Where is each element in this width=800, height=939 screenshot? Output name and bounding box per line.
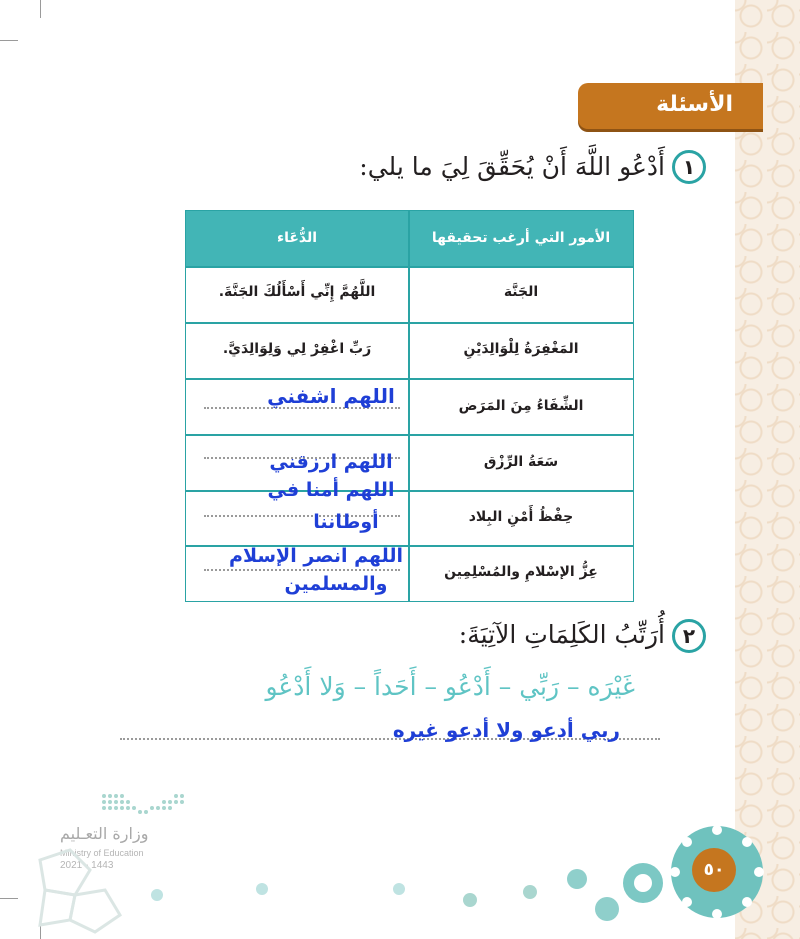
table-row-dua: رَبِّ اغْفِرْ لِي وَلِوَالِدَيَّ.	[222, 341, 372, 357]
handwritten-dua-line-2: أوطاننا	[313, 511, 379, 533]
header-dua: الدُّعَاء	[276, 230, 318, 246]
answer-line	[204, 569, 400, 571]
question-number-2: ٢	[672, 619, 706, 653]
table-row-thing: عِزُّ الإسْلامِ والمُسْلِمِين	[444, 564, 598, 580]
edition-year: 2021 - 1443	[60, 860, 114, 871]
table-row-thing: الشِّفَاءُ مِنَ المَرَض	[458, 398, 584, 414]
handwritten-dua-line-1: اللهم انصر الإسلام	[229, 545, 403, 567]
header-wishes: الأمور التي أرغب تحقيقها	[431, 230, 611, 246]
row-divider	[186, 378, 633, 380]
ministry-logo-dots	[96, 788, 192, 822]
page-number: ٥٠	[692, 848, 736, 892]
rosette-ornament	[255, 882, 269, 896]
table-row-thing: المَغْفِرَةُ لِلْوَالِدَيْنِ	[463, 341, 579, 357]
rosette-ornament	[522, 884, 538, 900]
crop-mark	[0, 898, 18, 899]
ministry-name-arabic: وزارة التعـليم	[60, 824, 149, 843]
section-title: الأسئلة	[578, 83, 763, 129]
row-divider	[186, 434, 633, 436]
question-1-text: أَدْعُو اللَّهَ أَنْ يُحَقِّقَ لِيَ ما يلي:	[359, 152, 665, 181]
row-divider	[186, 266, 633, 268]
rosette-ornament	[462, 892, 478, 908]
rosette-ornament	[594, 896, 620, 922]
dua-table	[185, 210, 634, 602]
rosette-ornament	[622, 862, 664, 904]
table-row-thing: حِفْظُ أَمْنِ البِلاد	[468, 509, 574, 525]
decorative-pattern-strip	[735, 0, 800, 939]
handwritten-dua: اللهم اشفني	[267, 384, 395, 408]
table-row-dua: اللَّهُمَّ إِنِّي أَسْأَلُكَ الجَنَّةَ.	[218, 284, 376, 300]
handwritten-answer: ربي أدعو ولا أدعو غيره	[392, 718, 620, 742]
handwritten-dua-line-1: اللهم أمنا في	[267, 479, 395, 501]
question-number-1: ١	[672, 150, 706, 184]
question-2-text: أُرَتِّبُ الكَلِمَاتِ الآتِيَةَ:	[458, 620, 665, 649]
table-header	[186, 211, 633, 266]
table-row-thing: سَعَةُ الرِّزْق	[483, 454, 559, 470]
crop-mark	[0, 40, 18, 41]
crop-mark	[40, 0, 41, 18]
handwritten-dua: اللهم ارزقني	[269, 451, 393, 473]
row-divider	[186, 322, 633, 324]
geometric-ornament	[30, 840, 150, 935]
handwritten-dua-line-2: والمسلمين	[284, 573, 388, 595]
table-row-thing: الجَنَّة	[503, 284, 539, 300]
rosette-ornament	[150, 888, 164, 902]
rosette-ornament	[566, 868, 588, 890]
rosette-ornament	[392, 882, 406, 896]
ministry-name-english: Ministry of Education	[60, 848, 144, 858]
word-list: غَيْرَه – رَبِّي – أَدْعُو – أَحَداً – وَلا أَدْعُو	[265, 672, 635, 701]
